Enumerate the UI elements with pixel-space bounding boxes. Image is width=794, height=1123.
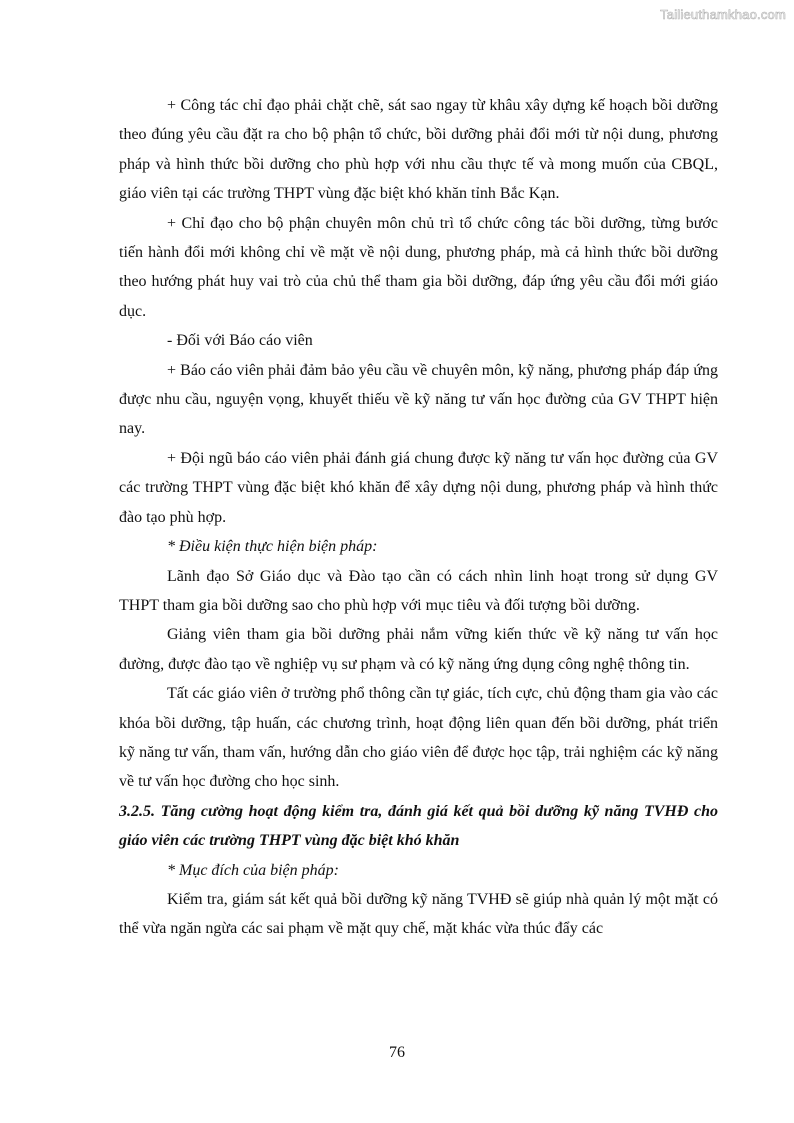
paragraph: Lãnh đạo Sở Giáo dục và Đào tạo cần có cách nhìn linh hoạt trong sử dụng GV THPT tham gia bồi dưỡng sao cho phù hợp với mục tiêu và đối tượng bồi dưỡng. xyxy=(119,567,718,614)
paragraph: + Chỉ đạo cho bộ phận chuyên môn chủ trì tổ chức công tác bồi dưỡng, từng bước tiến hành đổi mới không chỉ về mặt về nội dung, phương pháp, mà cả hình thức bồi dưỡng theo hướng phát huy vai trò của chủ thể tham gia bồi dưỡng, đáp ứng yêu cầu đổi mới giáo dục. xyxy=(119,214,718,320)
section-heading: 3.2.5. Tăng cường hoạt động kiểm tra, đánh giá kết quả bồi dưỡng kỹ năng TVHĐ cho giáo viên các trường THPT vùng đặc biệt khó khăn xyxy=(119,802,718,850)
paragraph: + Đội ngũ báo cáo viên phải đánh giá chung được kỹ năng tư vấn học đường của GV các trường THPT vùng đặc biệt khó khăn để xây dựng nội dung, phương pháp và hình thức đào tạo phù hợp. xyxy=(119,449,718,526)
subheading: * Điều kiện thực hiện biện pháp: xyxy=(167,538,378,556)
page-body xyxy=(119,91,718,944)
paragraph: + Công tác chỉ đạo phải chặt chẽ, sát sao ngay từ khâu xây dựng kế hoạch bồi dưỡng theo đúng yêu cầu đặt ra cho bộ phận tổ chức, bồi dưỡng phải đổi mới từ nội dung, phương pháp và hình thức bồi dưỡng cho phù hợp với nhu cầu thực tế và mong muốn của CBQL, giáo viên tại các trường THPT vùng đặc biệt khó khăn tỉnh Bắc Kạn. xyxy=(119,97,718,203)
paragraph: Kiểm tra, giám sát kết quả bồi dưỡng kỹ năng TVHĐ sẽ giúp nhà quản lý một mặt có thể vừa ngăn ngừa các sai phạm về mặt quy chế, mặt khác vừa thúc đẩy các xyxy=(119,890,718,938)
paragraph: - Đối với Báo cáo viên xyxy=(167,332,313,350)
watermark: Tailieuthamkhao.com xyxy=(660,7,786,22)
page-number: 76 xyxy=(389,1044,405,1061)
subheading: * Mục đích của biện pháp: xyxy=(167,861,339,879)
paragraph: Giảng viên tham gia bồi dưỡng phải nắm vững kiến thức về kỹ năng tư vấn học đường, được đào tạo về nghiệp vụ sư phạm và có kỹ năng ứng dụng công nghệ thông tin. xyxy=(119,626,718,673)
paragraph: + Báo cáo viên phải đảm bảo yêu cầu về chuyên môn, kỹ năng, phương pháp đáp ứng được nhu cầu, nguyện vọng, khuyết thiếu về kỹ năng tư vấn học đường của GV THPT hiện nay. xyxy=(119,361,718,438)
paragraph: Tất các giáo viên ở trường phổ thông cần tự giác, tích cực, chủ động tham gia vào các khóa bồi dưỡng, tập huấn, các chương trình, hoạt động liên quan đến bồi dưỡng, phát triển kỹ năng tư vấn, tham vấn, hướng dẫn cho giáo viên để được học tập, trải nghiệm các kỹ năng về tư vấn học đường cho học sinh. xyxy=(119,685,718,791)
